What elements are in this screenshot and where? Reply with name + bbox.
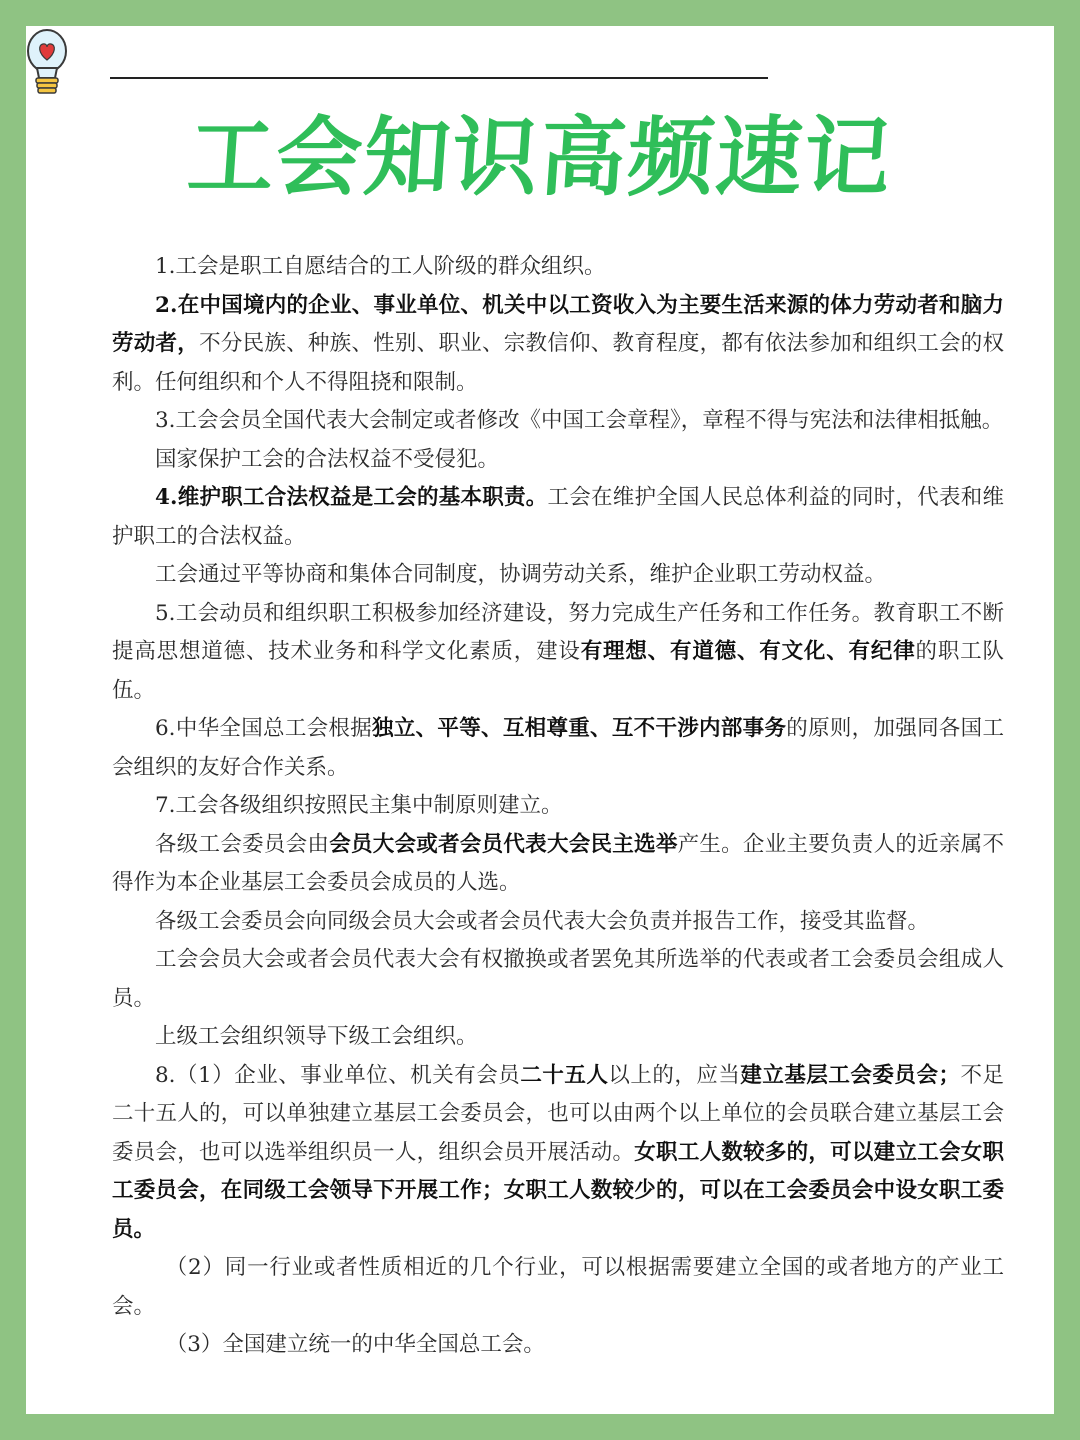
paragraph-7d: 工会会员大会或者会员代表大会有权撤换或者罢免其所选举的代表或者工会委员会组成人员。 <box>112 947 1004 1011</box>
document-page <box>26 26 1054 1414</box>
paragraph-7b: 各级工会委员会由会员大会或者会员代表大会民主选举产生。企业主要负责人的近亲属不得作为本企业基层工会委员会成员的人选。 <box>112 831 1004 895</box>
bold-text: 2.在中国境内的企业、事业单位、机关中以工资收入为主要生活来源的体力劳动者和脑力劳动者， <box>112 292 1004 356</box>
bold-text: 二十五人 <box>520 1062 609 1088</box>
bold-text: 会员大会或者会员代表大会民主选举 <box>329 831 678 857</box>
paragraph-7: 7.工会各级组织按照民主集中制原则建立。 <box>155 793 563 818</box>
paragraph-5: 5.工会动员和组织职工积极参加经济建设，努力完成生产任务和工作任务。教育职工不断提高思想道德、技术业务和科学文化素质，建设有理想、有道德、有文化、有纪律的职工队伍。 <box>112 600 1004 703</box>
lightbulb-heart-icon <box>26 26 90 106</box>
paragraph-8-3: （3）全国建立统一的中华全国总工会。 <box>165 1332 545 1357</box>
bold-text: 独立、平等、互相尊重、互不干涉内部事务 <box>372 716 787 741</box>
bold-text: 4.维护职工合法权益是工会的基本职责。 <box>155 485 548 510</box>
paragraph-2: 2.在中国境内的企业、事业单位、机关中以工资收入为主要生活来源的体力劳动者和脑力劳动者，不分民族、种族、性别、职业、宗教信仰、教育程度，都有依法参加和组织工会的权利。任何组织和个人不得阻挠和限制。 <box>112 292 1004 395</box>
article-body <box>112 248 1004 1365</box>
paragraph-3: 3.工会会员全国代表大会制定或者修改《中国工会章程》，章程不得与宪法和法律相抵触。 <box>155 408 1004 433</box>
paragraph-4b: 工会通过平等协商和集体合同制度，协调劳动关系，维护企业职工劳动权益。 <box>155 562 887 587</box>
paragraph-7c: 各级工会委员会向同级会员大会或者会员代表大会负责并报告工作，接受其监督。 <box>155 908 930 934</box>
paragraph-8-2: （2）同一行业或者性质相近的几个行业，可以根据需要建立全国的或者地方的产业工会。 <box>112 1255 1004 1319</box>
paragraph-3b: 国家保护工会的合法权益不受侵犯。 <box>155 446 500 472</box>
paragraph-7e: 上级工会组织领导下级工会组织。 <box>155 1024 478 1049</box>
paragraph-8: 8.（1）企业、事业单位、机关有会员二十五人以上的，应当建立基层工会委员会；不足二十五人的，可以单独建立基层工会委员会，也可以由两个以上单位的会员联合建立基层工会委员会，也可以选举组织员一人，组织会员开展活动。女职工人数较多的，可以建立工会女职工委员会，在同级工会领导下开展工作；女职工人数较少的，可以在工会委员会中设女职工委员。 <box>112 1062 1004 1242</box>
bold-text: 有理想、有道德、有文化、有纪律 <box>580 639 916 664</box>
paragraph-4: 4.维护职工合法权益是工会的基本职责。工会在维护全国人民总体利益的同时，代表和维护职工的合法权益。 <box>112 485 1004 549</box>
header-rule <box>110 77 768 79</box>
paragraph-1: 1.工会是职工自愿结合的工人阶级的群众组织。 <box>155 254 606 279</box>
bold-text: 女职工人数较多的，可以建立工会女职工委员会，在同级工会领导下开展工作；女职工人数较少的，可以在工会委员会中设女职工委员。 <box>112 1139 1004 1242</box>
page-title: 工会知识高频速记 <box>184 108 896 208</box>
bold-text: 建立基层工会委员会； <box>740 1062 960 1088</box>
paragraph-6: 6.中华全国总工会根据独立、平等、互相尊重、互不干涉内部事务的原则，加强同各国工会组织的友好合作关系。 <box>112 716 1004 780</box>
